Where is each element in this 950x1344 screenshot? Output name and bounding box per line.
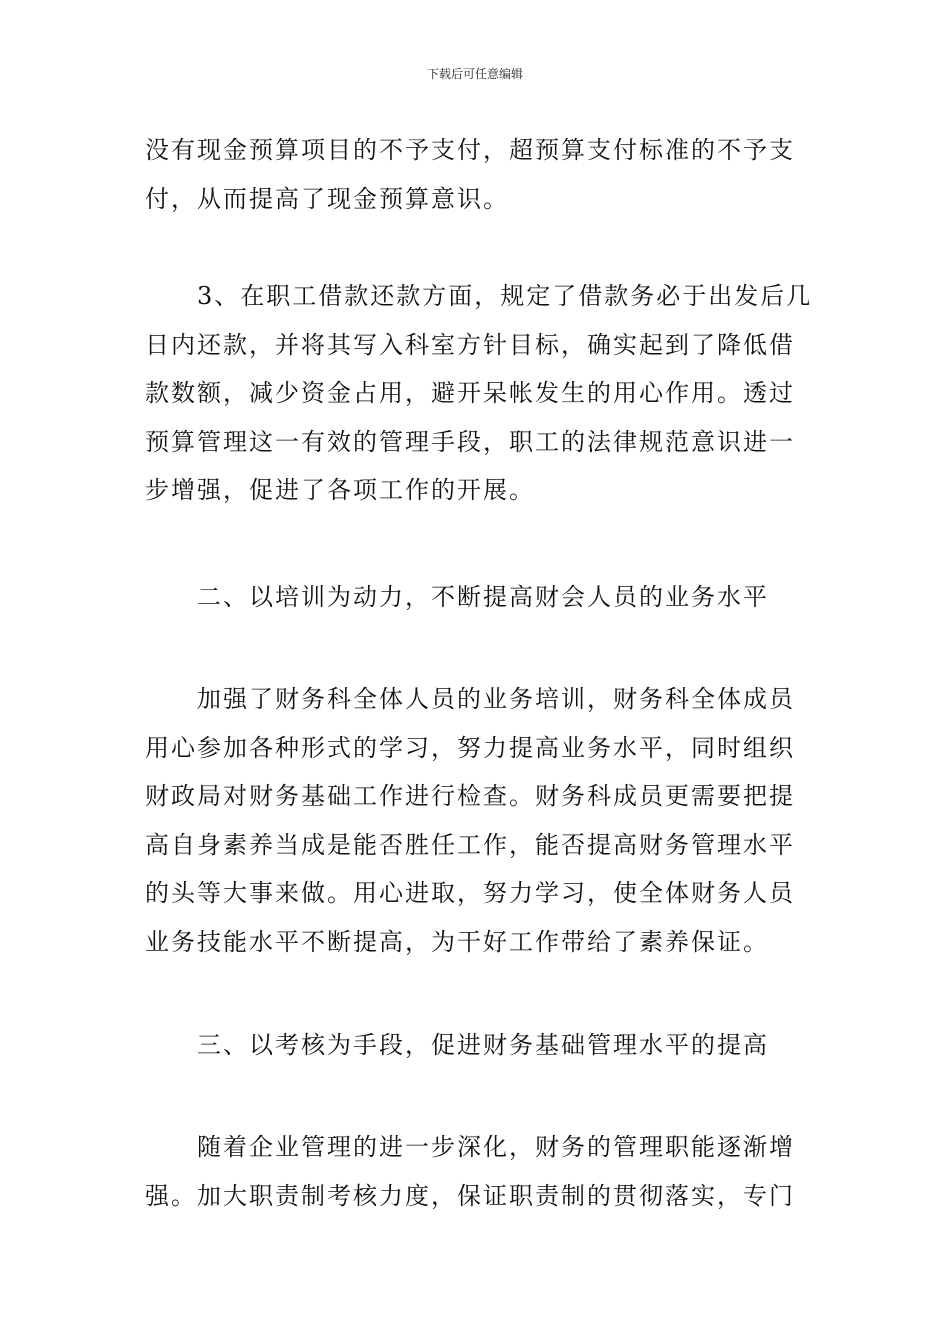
- text-line: 没有现金预算项目的不予支付，超预算支付标准的不予支: [145, 136, 795, 164]
- section-heading-training: [145, 573, 810, 622]
- text-line: 预算管理这一有效的管理手段，职工的法律规范意识进一: [145, 427, 795, 456]
- text-line: 加强了财务科全体人员的业务培训，财务科全体成员: [145, 685, 795, 713]
- paragraph-employee-loans: [145, 272, 813, 515]
- heading-text: 二、以培训为动力，不断提高财会人员的业务水平: [145, 583, 769, 611]
- text-line: 款数额，减少资金占用，避开呆帐发生的用心作用。透过: [145, 379, 795, 407]
- text-line: 业务技能水平不断提高，为干好工作带给了素养保证。: [145, 927, 769, 956]
- paragraph-assessment: [145, 1123, 810, 1220]
- text-line: 财政局对财务基础工作进行检查。财务科成员更需要把提: [145, 782, 795, 810]
- text-line: 强。加大职责制考核力度，保证职责制的贯彻落实，专门: [145, 1181, 795, 1210]
- text-line: 付，从而提高了现金预算意识。: [145, 184, 509, 213]
- text-line: 随着企业管理的进一步深化，财务的管理职能逐渐增: [145, 1133, 795, 1161]
- text-line: 高自身素养当成是能否胜任工作，能否提高财务管理水平: [145, 830, 795, 859]
- text-line: 3、在职工借款还款方面，规定了借款务必于出发后几: [145, 282, 813, 310]
- paragraph-training: [145, 675, 810, 966]
- paragraph-cash-budget: [145, 126, 810, 223]
- text-line: 用心参加各种形式的学习，努力提高业务水平，同时组织: [145, 733, 795, 762]
- page-header: 下载后可任意编辑: [426, 67, 523, 81]
- section-heading-assessment: [145, 1021, 810, 1070]
- text-line: 步增强，促进了各项工作的开展。: [145, 476, 535, 504]
- heading-text: 三、以考核为手段，促进财务基础管理水平的提高: [145, 1031, 769, 1059]
- text-line: 日内还款，并将其写入科室方针目标，确实起到了降低借: [145, 330, 795, 359]
- text-line: 的头等大事来做。用心进取，努力学习，使全体财务人员: [145, 879, 795, 907]
